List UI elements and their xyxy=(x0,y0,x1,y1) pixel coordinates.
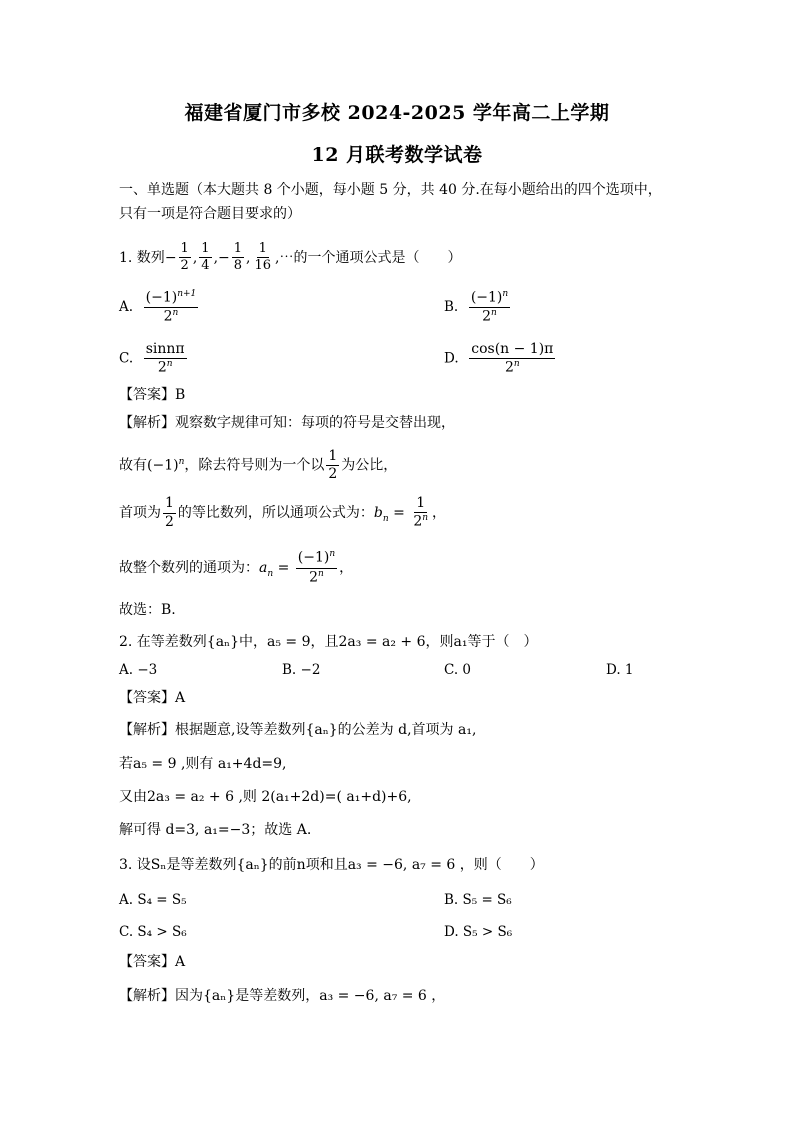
q1-option-c-fraction: $\frac{\sin n\pi}{2^n}$ xyxy=(145,341,185,377)
q2-answer: 【答案】A xyxy=(119,690,186,706)
q1-analysis-line5: 故选：B. xyxy=(119,602,176,618)
q1-option-c: C. $\frac{\sin n\pi}{2^n}$ xyxy=(119,341,185,377)
q1-analysis-line3: 首项为 $\frac{1}{2}$ 的等比数列，所以通项公式为：$b_n$ = $\frac{1}{2^n}$ ， xyxy=(119,495,447,531)
q2-option-b: B. −2 xyxy=(282,662,321,678)
q2-option-c: C. 0 xyxy=(444,662,472,678)
q1-analysis-line1: 【解析】观察数字规律可知：每项的符号是交替出现， xyxy=(119,415,455,431)
q1-analysis-line2: 故有$(-1)^n$，除去符号则为一个以 $\frac{1}{2}$ 为公比， xyxy=(119,447,398,483)
q1-option-a: A. $\frac{(-1)^{n+1}}{2^n}$ xyxy=(119,289,197,325)
q1-lead: 1. 数列 xyxy=(119,249,165,266)
q3-option-b: B. S₅ = S₆ xyxy=(444,892,512,908)
q2-analysis-line4: 解可得 d=3, a₁=−3；故选 A. xyxy=(119,822,312,838)
q1-option-d-fraction: $\frac{\cos(n - 1)\pi}{2^n}$ xyxy=(471,341,554,377)
q2-analysis-line1: 【解析】根据题意,设等差数列{aₙ}的公差为 d,首项为 a₁, xyxy=(119,722,477,738)
section-heading-line2: 只有一项是符合题目要求的） xyxy=(119,206,301,222)
q1-ellipsis: ,⋯ xyxy=(275,249,294,266)
q1-option-d: D. $\frac{\cos(n - 1)\pi}{2^n}$ xyxy=(444,341,554,377)
doc-title-line2: 12 月联考数学试卷 xyxy=(311,144,483,166)
q3-analysis-line1: 【解析】因为{aₙ}是等差数列，a₃ = −6, a₇ = 6 ， xyxy=(119,988,446,1004)
q3-stem: 3. 设Sₙ是等差数列{aₙ}的前n项和且a₃ = −6, a₇ = 6 ，则（ ） xyxy=(119,857,544,873)
doc-title-line1: 福建省厦门市多校 2024-2025 学年高二上学期 xyxy=(184,102,610,124)
q1-option-b: B. $\frac{(-1)^n}{2^n}$ xyxy=(444,289,509,325)
q1-option-a-fraction: $\frac{(-1)^{n+1}}{2^n}$ xyxy=(145,289,197,325)
q3-option-c: C. S₄ > S₆ xyxy=(119,924,187,940)
q2-option-a: A. −3 xyxy=(119,662,158,678)
q2-stem: 2. 在等差数列{aₙ}中，a₅ = 9，且2a₃ = a₂ + 6，则a₁等于（ ） xyxy=(119,634,538,650)
q3-option-d: D. S₅ > S₆ xyxy=(444,924,513,940)
q1-sequence: − $\frac{1}{2}$ , $\frac{1}{4}$ ,− $\frac{1}{8}$ , $\frac{1}{16}$ xyxy=(164,241,272,274)
q1-analysis-line4: 故整个数列的通项为：$a_n$ = $\frac{(-1)^n}{2^n}$ ， xyxy=(119,549,354,586)
q3-answer: 【答案】A xyxy=(119,954,186,970)
section-heading-line1: 一、单选题（本大题共 8 个小题，每小题 5 分，共 40 分.在每小题给出的四个选项中， xyxy=(119,182,662,198)
q1-option-b-fraction: $\frac{(-1)^n}{2^n}$ xyxy=(470,289,509,325)
q2-option-d: D. 1 xyxy=(606,662,634,678)
q2-analysis-line2: 若a₅ = 9 ,则有 a₁+4d=9, xyxy=(119,756,287,772)
q1-stem xyxy=(119,242,461,274)
q1-tail: 的一个通项公式是（ ） xyxy=(293,249,462,266)
q2-analysis-line3: 又由2a₃ = a₂ + 6 ,则 2(a₁+2d)=( a₁+d)+6, xyxy=(119,789,412,805)
q3-option-a: A. S₄ = S₅ xyxy=(119,892,187,908)
q1-answer: 【答案】B xyxy=(119,387,186,403)
